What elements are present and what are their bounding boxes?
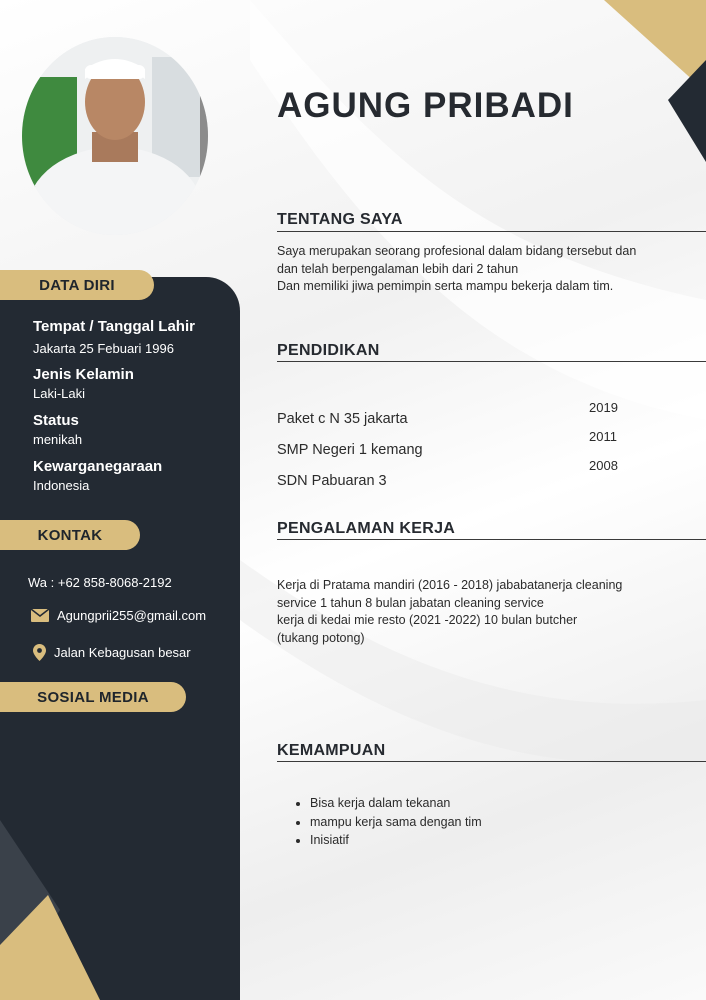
location-pin-icon xyxy=(33,644,46,661)
school-name: Paket c N 35 jakarta xyxy=(277,411,408,427)
tentang-line: dan telah berpengalaman lebih dari 2 tahun xyxy=(277,261,519,276)
data-diri-heading: DATA DIRI xyxy=(0,270,154,300)
pendidikan-divider xyxy=(277,361,706,362)
skill-item: • Bisa kerja dalam tekanan xyxy=(310,794,482,813)
skills-list xyxy=(298,794,482,850)
tentang-heading: TENTANG SAYA xyxy=(277,211,403,228)
status-label: Status xyxy=(33,412,79,429)
gender-label: Jenis Kelamin xyxy=(33,366,134,383)
pengalaman-line: kerja di kedai mie resto (2021 -2022) 10 bulan butcher xyxy=(277,613,578,627)
citizenship-value: Indonesia xyxy=(33,478,90,493)
citizenship-label: Kewarganegaraan xyxy=(33,458,163,475)
school-name: SDN Pabuaran 3 xyxy=(277,473,387,489)
birth-value: Jakarta 25 Febuari 1996 xyxy=(33,341,174,356)
school-year: 2019 xyxy=(589,400,618,415)
profile-photo-illustration xyxy=(22,37,208,235)
kemampuan-divider xyxy=(277,761,706,762)
mail-icon xyxy=(31,609,49,622)
pengalaman-line: (tukang potong) xyxy=(277,630,365,645)
tentang-text xyxy=(277,243,636,296)
pengalaman-divider xyxy=(277,539,706,540)
pengalaman-line: service 1 tahun 8 bulan jabatan cleaning service xyxy=(277,595,544,610)
email-text: Agungprii255@gmail.com xyxy=(57,608,207,623)
email-row xyxy=(31,608,206,623)
kontak-heading: KONTAK xyxy=(0,520,140,550)
skill-item: • Inisiatif xyxy=(310,831,482,850)
phone-row xyxy=(28,575,172,590)
kemampuan-heading: KEMAMPUAN xyxy=(277,742,386,759)
school-year: 2011 xyxy=(589,429,617,444)
tentang-divider xyxy=(277,231,706,232)
top-right-navy-triangle xyxy=(668,60,706,162)
pengalaman-line: Kerja di Pratama mandiri (2016 - 2018) jababatanerja cleaning xyxy=(277,578,623,592)
status-value: menikah xyxy=(33,432,83,447)
address-row xyxy=(33,644,191,661)
pengalaman-text xyxy=(277,577,622,647)
school-name: SMP Negeri 1 kemang xyxy=(277,442,423,458)
tentang-line: Dan memiliki jiwa pemimpin serta mampu bekerja dalam tim. xyxy=(277,279,614,293)
address-text: Jalan Kebagusan besar xyxy=(54,645,191,660)
school-year: 2008 xyxy=(589,458,618,473)
birth-label: Tempat / Tanggal Lahir xyxy=(33,318,195,335)
skill-item: • mampu kerja sama dengan tim xyxy=(310,813,482,832)
gender-value: Laki-Laki xyxy=(33,386,86,401)
pendidikan-heading: PENDIDIKAN xyxy=(277,342,380,359)
page-title: AGUNG PRIBADI xyxy=(277,86,574,125)
pengalaman-heading: PENGALAMAN KERJA xyxy=(277,520,456,537)
phone-text: Wa : +62 858-8068-2192 xyxy=(28,575,172,590)
profile-photo xyxy=(22,37,208,235)
sosial-media-heading: SOSIAL MEDIA xyxy=(0,682,186,712)
sidebar-bottom-shapes xyxy=(0,800,240,1000)
tentang-line: Saya merupakan seorang profesional dalam bidang tersebut dan xyxy=(277,244,637,258)
